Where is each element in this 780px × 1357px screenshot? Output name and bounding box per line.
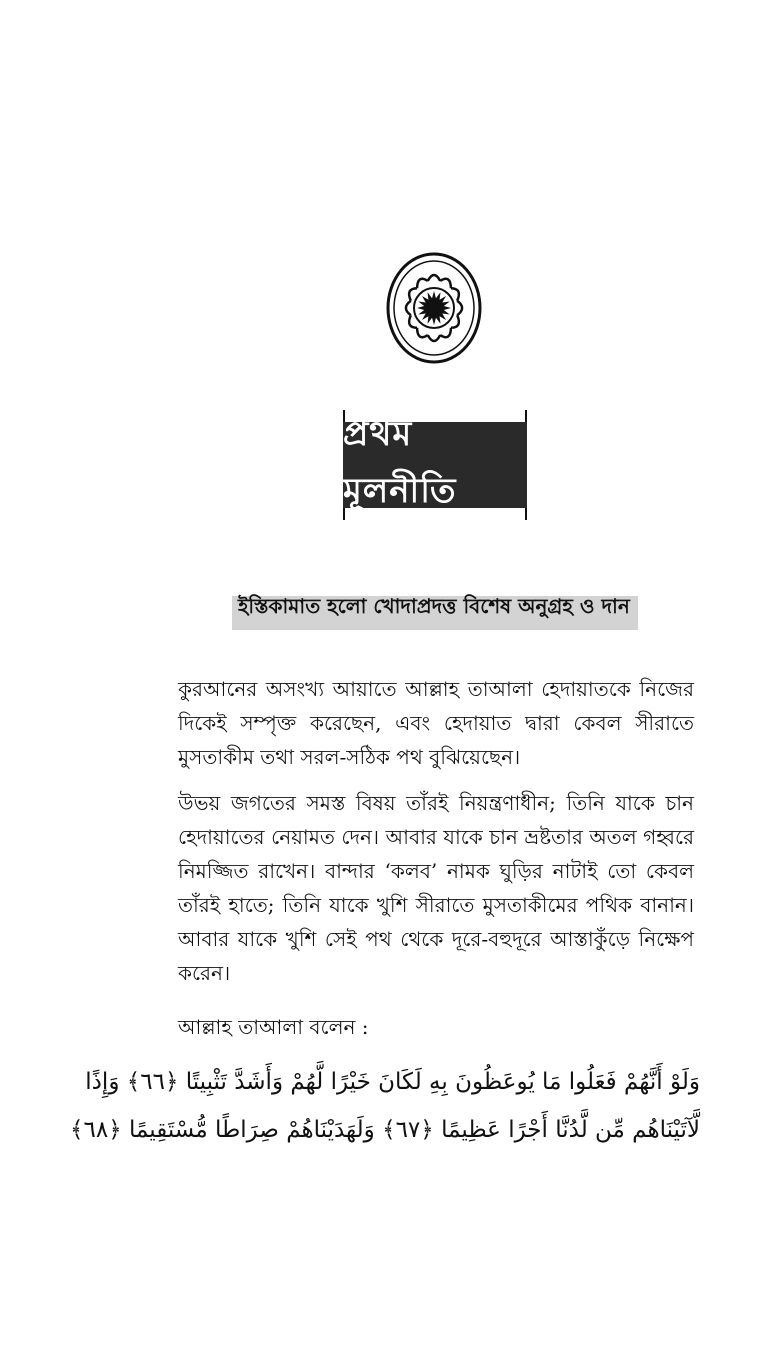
rosette-petal bbox=[417, 328, 428, 337]
rosette-petal bbox=[417, 279, 428, 288]
rosette-petal bbox=[406, 301, 411, 315]
rosette-petal bbox=[428, 335, 440, 341]
rosette-petal bbox=[440, 279, 451, 288]
rosette-petal bbox=[457, 301, 462, 315]
body-paragraph-1: কুরআনের অসংখ্য আয়াতে আল্লাহ তাআলা হেদায়াতকে নিজের দিকেই সম্পৃক্ত করেছেন, এবং হেদায়াত দ্বারা কেবল সীরাতে মুসতাকীম তথা সরল-সঠিক পথ বুঝিয়েছেন। bbox=[178, 677, 694, 769]
verse-intro: আল্লাহ তাআলা বলেন : bbox=[178, 1015, 369, 1039]
chapter-title-banner bbox=[343, 410, 527, 520]
banner-plate bbox=[343, 414, 527, 511]
rosette-petal bbox=[440, 328, 451, 337]
rosette-svg bbox=[386, 252, 482, 364]
ornamental-rosette-icon bbox=[386, 252, 482, 364]
quran-verse-line-1: وَلَوْ أَنَّهُمْ فَعَلُوا مَا يُوعَظُونَ بِهِ لَكَانَ خَيْرًا لَّهُمْ وَأَشَدَّ تَثْبِيتًا ﴿٦٦﴾ وَإِذًا bbox=[85, 1069, 700, 1095]
chapter-title: প্রথম মূলনীতি bbox=[343, 414, 457, 511]
rosette-petal bbox=[428, 275, 440, 281]
body-paragraph-2: উভয় জগতের সমস্ত বিষয় তাঁরই নিয়ন্ত্রণাধীন; তিনি যাকে চান হেদায়াতের নেয়ামত দেন। আবার যাকে চান ভ্রষ্টতার অতল গহ্বরে নিমজ্জিত রাখেন। বান্দার ‘কলব’ নামক ঘুড়ির নাটাই তো কেবল তাঁরই হাতে; তিনি যাকে খুশি সীরাতে মুসতাকীমের পথিক বানান। আবার যাকে খুশি সেই পথ থেকে দূরে-বহুদূরে আস্তাকুঁড়ে নিক্ষেপ করেন। bbox=[178, 791, 694, 985]
quran-verse-line-2: لَّآتَيْنَاهُم مِّن لَّدُنَّا أَجْرًا عَظِيمًا ﴿٦٧﴾ وَلَهَدَيْنَاهُمْ صِرَاطًا مُّسْتَقِيمًا ﴿٦٨﴾ bbox=[70, 1117, 700, 1143]
section-heading: ইস্তিকামাত হলো খোদাপ্রদত্ত বিশেষ অনুগ্রহ ও দান bbox=[238, 594, 630, 618]
